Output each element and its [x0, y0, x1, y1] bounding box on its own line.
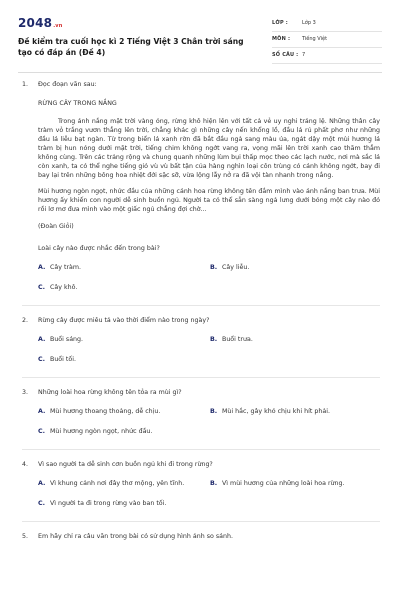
- answer-option-b[interactable]: [210, 407, 330, 416]
- document-title: Đề kiểm tra cuối học kì 2 Tiếng Việt 3 Chân trời sáng tạo có đáp án (Đề 4): [18, 37, 244, 57]
- answer-option-b[interactable]: [210, 479, 345, 488]
- passage-author: (Đoàn Giỏi): [38, 223, 74, 230]
- logo-text: 2048: [18, 16, 53, 30]
- meta-value: Lớp 3: [302, 20, 316, 26]
- site-logo[interactable]: [18, 16, 63, 30]
- option-text: Mùi hương ngòn ngọt, nhức đầu.: [50, 428, 153, 435]
- question-number: 4.: [22, 461, 29, 468]
- meta-key: SỐ CÂU :: [272, 52, 299, 58]
- answer-option-a[interactable]: [38, 335, 83, 344]
- meta-table: [272, 16, 382, 64]
- option-label: B.: [210, 264, 218, 271]
- option-text: Cây tràm.: [50, 264, 82, 271]
- meta-value: Tiếng Việt: [302, 36, 328, 42]
- option-text: Vì mùi hương của những loài hoa rừng.: [222, 480, 345, 487]
- answer-row: [38, 335, 380, 355]
- meta-key: MÔN :: [272, 36, 291, 42]
- sub-question: Loài cây nào được nhắc đến trong bài?: [38, 245, 160, 252]
- answer-row: [38, 263, 380, 283]
- option-text: Cây khô.: [50, 284, 78, 291]
- answer-options: [38, 479, 380, 519]
- answer-option-a[interactable]: [38, 263, 81, 272]
- option-label: B.: [210, 408, 218, 415]
- answer-option-b[interactable]: [210, 335, 253, 344]
- answer-option-c[interactable]: [38, 499, 166, 508]
- question-3: [22, 388, 380, 450]
- answer-option-c[interactable]: [38, 355, 76, 364]
- answer-row: [38, 407, 380, 427]
- answer-row: [38, 283, 380, 303]
- answer-options: [38, 407, 380, 447]
- option-text: Buổi sáng.: [50, 336, 84, 343]
- meta-row-class: [272, 16, 382, 32]
- option-label: C.: [38, 428, 46, 435]
- meta-value: 7: [302, 52, 306, 58]
- question-separator: [22, 449, 380, 450]
- answer-row: [38, 499, 380, 519]
- question-number: 5.: [22, 533, 29, 540]
- question-number: 2.: [22, 317, 29, 324]
- option-label: A.: [38, 264, 46, 271]
- option-label: A.: [38, 336, 46, 343]
- question-4: [22, 460, 380, 522]
- option-text: Cây liễu.: [222, 264, 250, 271]
- question-text: Rừng cây được miêu tả vào thời điểm nào trong ngày?: [38, 317, 210, 324]
- passage-paragraph: Mùi hương ngòn ngọt, nhức đầu của những cánh hoa rừng không tên đắm mình vào ánh nắng ban trưa. Mùi hương ấy khiến con người dễ sinh buồn ngủ. Người ta có thể sẵn sàng ngả lưng dưới bóng một cây nào đó rồi lơ mơ đưa mình vào một giấc ngủ chẳng đợi chờ...: [38, 188, 380, 213]
- option-text: Vì người ta đi trong rừng vào ban tối.: [50, 500, 167, 507]
- reading-passage: [38, 117, 380, 214]
- option-text: Mùi hắc, gây khó chịu khi hít phải.: [222, 408, 330, 415]
- passage-title: RỪNG CÂY TRONG NẮNG: [38, 100, 117, 107]
- question-5: [22, 532, 380, 541]
- question-2: [22, 316, 380, 378]
- answer-row: [38, 479, 380, 499]
- option-label: C.: [38, 284, 46, 291]
- option-text: Buổi tối.: [50, 356, 76, 363]
- question-number: 1.: [22, 81, 29, 88]
- meta-row-count: [272, 48, 382, 64]
- option-text: Mùi hương thoang thoảng, dễ chịu.: [50, 408, 161, 415]
- meta-key: LỚP :: [272, 20, 288, 26]
- option-text: Vì khung cảnh nơi đây thơ mộng, yên tĩnh.: [50, 480, 185, 487]
- option-text: Buổi trưa.: [222, 336, 253, 343]
- option-label: B.: [210, 336, 218, 343]
- answer-row: [38, 355, 380, 375]
- logo-suffix: .vn: [53, 23, 63, 29]
- option-label: A.: [38, 408, 46, 415]
- meta-row-subject: [272, 32, 382, 48]
- option-label: A.: [38, 480, 46, 487]
- answer-option-b[interactable]: [210, 263, 249, 272]
- option-label: B.: [210, 480, 218, 487]
- question-separator: [22, 377, 380, 378]
- question-text: Những loài hoa rừng không tên tỏa ra mùi gì?: [38, 389, 182, 396]
- question-list: [22, 80, 380, 541]
- answer-option-c[interactable]: [38, 427, 152, 436]
- answer-option-a[interactable]: [38, 479, 184, 488]
- answer-row: [38, 427, 380, 447]
- answer-options: [38, 335, 380, 375]
- question-number: 3.: [22, 389, 29, 396]
- question-1: [22, 80, 380, 306]
- question-text: Vì sao người ta dễ sinh cơn buồn ngủ khi đi trong rừng?: [38, 461, 213, 468]
- question-text: Em hãy chỉ ra câu văn trong bài có sử dụng hình ảnh so sánh.: [38, 533, 233, 540]
- option-label: C.: [38, 500, 46, 507]
- question-prompt: Đọc đoạn văn sau:: [38, 81, 97, 88]
- header-divider: [18, 72, 382, 73]
- question-separator: [22, 521, 380, 522]
- answer-option-a[interactable]: [38, 407, 160, 416]
- answer-option-c[interactable]: [38, 283, 77, 292]
- question-separator: [22, 305, 380, 306]
- option-label: C.: [38, 356, 46, 363]
- page-header: [18, 12, 382, 64]
- passage-paragraph: Trong ánh nắng mặt trời vàng óng, rừng khô hiện lên với tất cả vẻ uy nghi tráng lệ. Những thân cây tràm vỏ trắng vươn thẳng lên trời, chẳng khác gì những cây nến khổng lồ, đầu lá rủ phất phơ như những đầu lá liễu bạt ngàn. Từ trong biển lá xanh rờn đã bắt đầu ngả sang màu úa, ngát dậy một mùi hương lá tràm bị hun nóng dưới mặt trời, tiếng chim không ngớt vang ra, vọng mãi lên trời xanh cao thăm thẳm không cùng. Trên các trảng rộng và chung quanh những lùm bụi thấp mọc theo các lạch nước, nơi mà sắc lá còn xanh, ta có thể nghe tiếng gió vù vù bất tận của hàng nghìn loại côn trùng có cánh không ngớt, bay đi bay lại trên những bông hoa nhiệt đới sặc sỡ, vừa lộng lẫy nở ra đã vội tàn nhanh trong nắng.: [38, 118, 380, 179]
- answer-options: [38, 263, 380, 303]
